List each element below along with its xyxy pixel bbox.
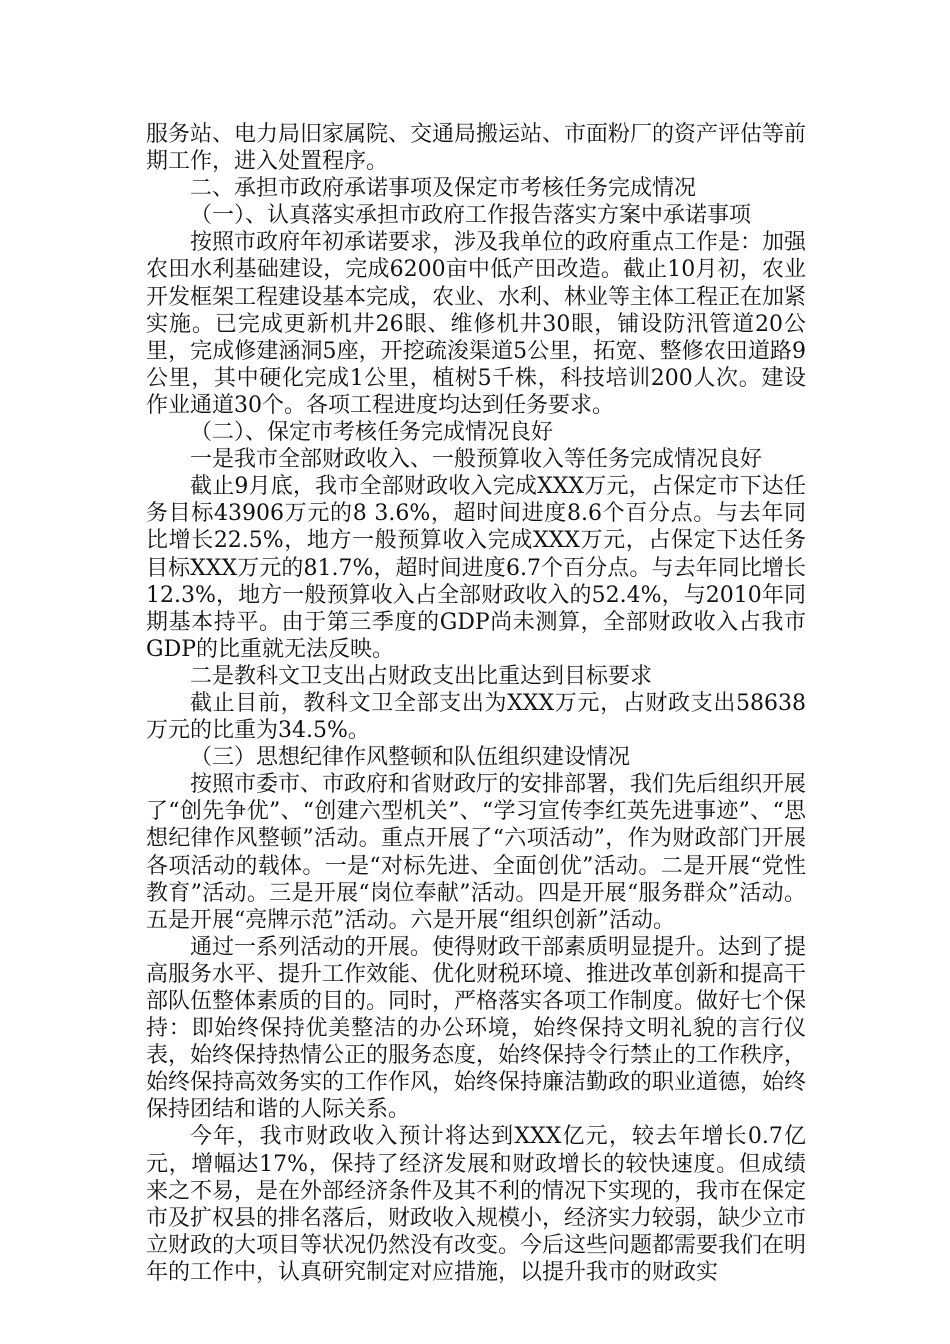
subsection-heading-2: （二）、保定市考核任务完成情况良好 <box>190 420 554 446</box>
paragraph-commitments: 按照市政府年初承诺要求，涉及我单位的政府重点工作是：加强农田水利基础建设，完成6200亩中低产田改造。截止10月初，农业开发框架工程建设基本完成，农业、水利、林业等主体工程正在加紧实施。已完成更新机井26眼、维修机井30眼，铺设防汛管道20公里，完成修建涵洞5座，开挖疏浚渠道5公里，拓宽、整修农田道路9公里，其中硬化完成1公里，植树5千株，科技培训200人次。建设作业通道30个。各项工程进度均达到任务要求。 <box>146 230 807 418</box>
subsection-heading-3: （三）思想纪律作风整顿和队伍组织建设情况 <box>190 745 631 771</box>
section-heading-2: 二、承担市政府承诺事项及保定市考核任务完成情况 <box>190 176 697 202</box>
subsection-heading-1: （一）、认真落实承担市政府工作报告落实方案中承诺事项 <box>190 203 752 229</box>
point-heading-1: 一是我市全部财政收入、一般预算收入等任务完成情况良好 <box>190 447 763 473</box>
paragraph-this-year: 今年，我市财政收入预计将达到XXX亿元，较去年增长0.7亿元，增幅达17%，保持了经济发展和财政增长的较快速度。但成绩来之不易，是在外部经济条件及其不利的情况下实现的，我市在保定市及扩权县的排名落后，财政收入规模小，经济实力较弱，缺少立市立财政的大项目等状况仍然没有改变。今后这些问题都需要我们在明年的工作中，认真研究制定对应措施，以提升我市的财政实 <box>146 1124 807 1285</box>
point-heading-2: 二是教科文卫支出占财政支出比重达到目标要求 <box>190 663 653 689</box>
paragraph-expenditure: 截止目前，教科文卫全部支出为XXX万元，占财政支出58638万元的比重为34.5%。 <box>146 690 806 744</box>
paragraph-revenue: 截止9月底，我市全部财政收入完成XXX万元，占保定市下达任务目标43906万元的8 3.6%，超时间进度8.6个百分点。与去年同比增长22.5%，地方一般预算收入完成XXX万元，占保定下达任务目标XXX万元的81.7%，超时间进度6.7个百分点。与去年同比增长12.3%，地方一般预算收入占全部财政收入的52.4%，与2010年同期基本持平。由于第三季度的GDP尚未测算，全部财政收入占我市GDP的比重就无法反映。 <box>146 474 806 662</box>
document-body <box>146 121 806 1286</box>
paragraph-seven-keeps: 通过一系列活动的开展。使得财政干部素质明显提升。达到了提高服务水平、提升工作效能、优化财税环境、推进改革创新和提高干部队伍整体素质的目的。同时，严格落实各项工作制度。做好七个保持：即始终保持优美整洁的办公环境，始终保持文明礼貌的言行仪表，始终保持热情公正的服务态度，始终保持令行禁止的工作秩序，始终保持高效务实的工作作风，始终保持廉洁勤政的职业道德，始终保持团结和谐的人际关系。 <box>146 934 807 1123</box>
paragraph-activities: 按照市委市、市政府和省财政厅的安排部署，我们先后组织开展了“创先争优”、“创建六型机关”、“学习宣传李红英先进事迹”、“思想纪律作风整顿”活动。重点开展了“六项活动”，作为财政部门开展各项活动的载体。一是“对标先进、全面创优”活动。二是开展“党性教育”活动。三是开展“岗位奉献”活动。四是开展“服务群众”活动。五是开展“亮牌示范”活动。六是开展“组织创新”活动。 <box>146 772 807 933</box>
paragraph-continued: 服务站、电力局旧家属院、交通局搬运站、市面粉厂的资产评估等前期工作，进入处置程序。 <box>146 122 807 175</box>
